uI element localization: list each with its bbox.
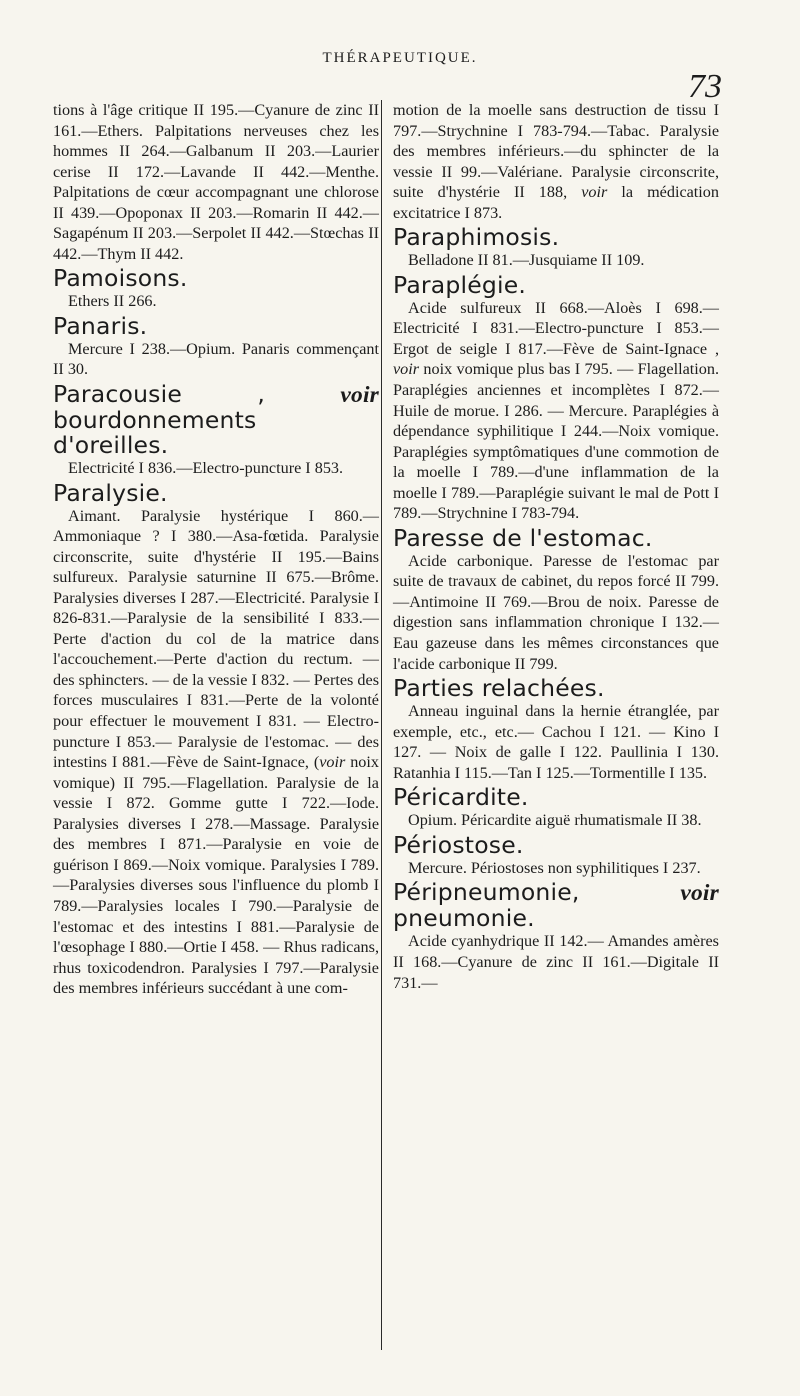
voir-reference: voir — [319, 753, 346, 772]
entry-heading-paracousie — [53, 382, 379, 458]
entry-heading-pericardite: Péricardite. — [393, 783, 529, 812]
paragraph-continuation — [393, 100, 719, 223]
voir-reference: voir — [680, 880, 719, 907]
body-text: la médication excitatrice I 873. — [393, 183, 719, 222]
heading-text: Péripneumonie, — [393, 878, 580, 907]
entry-body-paracousie: Electricité I 836.—Electro-puncture I 853. — [68, 459, 344, 478]
paragraph-continuation: tions à l'âge critique II 195.—Cyanure de zinc II 161.—Ethers. Palpitations nerveuses chez les hommes II 264.—Galbanum II 203.—Laurier cerise II 172.—Lavande II 442.—Menthe. Palpitations de cœur accompagnant une chlorose II 439.—Opoponax II 203.—Romarin II 442.—Sagapénum II 203.—Serpolet II 442.—Stœchas II 442.—Thym II 442. — [53, 101, 379, 263]
entry-body-paraphimosis: Belladone II 81.—Jusquiame II 109. — [408, 251, 645, 270]
entry-body-panaris: Mercure I 238.—Opium. Panaris commençant II 30. — [53, 339, 379, 379]
entry-body-paralysie — [53, 506, 379, 999]
voir-reference: voir — [340, 382, 380, 409]
entry-heading-peripneumonie — [393, 880, 719, 931]
entry-heading-paralysie: Paralysie. — [53, 478, 168, 507]
entry-heading-parties: Parties relachées. — [393, 674, 605, 703]
entry-body-parties: Anneau inguinal dans la hernie étranglée, par exemple, etc., etc.— Cachou I 121. — Kino I 127. — Noix de galle I 122. Paullinia I 130. Ratanhia I 115.—Tan I 125.—Tormentille I 135. — [393, 702, 719, 782]
right-column — [393, 100, 719, 993]
voir-reference: voir — [581, 183, 608, 202]
body-text: noix vomique plus bas I 795. — Flagellation. Paraplégies anciennes et incomplètes I 872.—Huile de morue. I 286. — Mercure. Paraplégies à dépendance syphilitique I 244.—Noix vomique. Paraplégies symptômatiques d'une commotion de la moelle I 789.—d'une inflammation de la moelle I 789.—Paraplégie suivant le mal de Pott I 789.—Strychnine I 783-794. — [393, 360, 719, 523]
entry-heading-paraplegie: Paraplégie. — [393, 270, 527, 299]
page-number: 73 — [688, 68, 722, 105]
heading-text: bourdonnements d'oreilles. — [53, 406, 257, 460]
entry-heading-periostose: Périostose. — [393, 830, 524, 859]
entry-body-pamoisons: Ethers II 266. — [68, 292, 157, 311]
heading-text: pneumonie. — [393, 904, 535, 933]
entry-heading-panaris: Panaris. — [53, 311, 148, 340]
running-head: THÉRAPEUTIQUE. — [322, 50, 478, 66]
heading-text: Paracousie , — [53, 380, 266, 409]
body-text: Aimant. Paralysie hystérique I 860.—Ammoniaque ? I 380.—Asa-fœtida. Paralysie circonscrite, suite d'hystérie II 195.—Bains sulfureux. Paralysie saturnine II 675.—Brôme. Paralysies diverses I 287.—Electricité. Paralysie I 826-831.—Paralysie de la sensibilité I 833.—Perte d'action du col de la matrice dans l'accouchement.—Perte d'action du rectum. — des sphincters. — de la vessie I 832. — Pertes des forces musculaires I 831.—Perte de la volonté pour effectuer le mouvement I 831. — Electro-puncture I 853.— Paralysie de l'estomac. — des intestins I 881.—Fève de Saint-Ignace, ( — [53, 506, 379, 772]
voir-reference: voir — [393, 360, 420, 379]
entry-heading-paraphimosis: Paraphimosis. — [393, 223, 560, 252]
entry-heading-pamoisons: Pamoisons. — [53, 264, 188, 293]
entry-body-pericardite: Opium. Péricardite aiguë rhumatismale II 38. — [408, 811, 702, 830]
entry-body-periostose: Mercure. Périostoses non syphilitiques I 237. — [408, 858, 701, 877]
entry-heading-paresse: Paresse de l'estomac. — [393, 523, 653, 552]
column-divider — [381, 100, 382, 1350]
entry-body-peripneumonie: Acide cyanhydrique II 142.— Amandes amères II 168.—Cyanure de zinc II 161.—Digitale II 731.— — [393, 932, 719, 992]
entry-body-paresse: Acide carbonique. Paresse de l'estomac par suite de travaux de cabinet, du repos forcé II 799.—Antimoine II 769.—Brou de noix. Paresse de digestion sans inflammation chronique I 132.—Eau gazeuse dans les mêmes circonstances que l'acide carbonique II 799. — [393, 551, 719, 673]
body-text: noix vomique) II 795.—Flagellation. Paralysie de la vessie I 872. Gomme gutte I 722.—Iode. Paralysies diverses I 278.—Massage. Paralysie des membres I 871.—Paralysie en voie de guérison I 869.—Noix vomique. Paralysies I 789.—Paralysies diverses sous l'influence du plomb I 789.—Paralysies locales I 790.—Paralysie de l'estomac et des intestins I 881.—Paralysie de l'œsophage I 880.—Ortie I 458. — Rhus radicans, rhus toxicodendron. Paralysies I 797.—Paralysie des membres inférieurs succédant à une com- — [53, 753, 379, 998]
body-text: Acide sulfureux II 668.—Aloès I 698.—Electricité I 831.—Electro-puncture I 853.—Ergot de seigle I 817.—Fève de Saint-Ignace , — [393, 298, 719, 358]
left-column — [53, 100, 379, 999]
body-text: motion de la moelle sans destruction de tissu I 797.—Strychnine I 783-794.—Tabac. Paralysie des membres inférieurs.—du sphincter de la vessie II 99.—Valériane. Paralysie circonscrite, suite d'hystérie II 188, — [393, 101, 719, 202]
entry-body-paraplegie — [393, 298, 719, 524]
